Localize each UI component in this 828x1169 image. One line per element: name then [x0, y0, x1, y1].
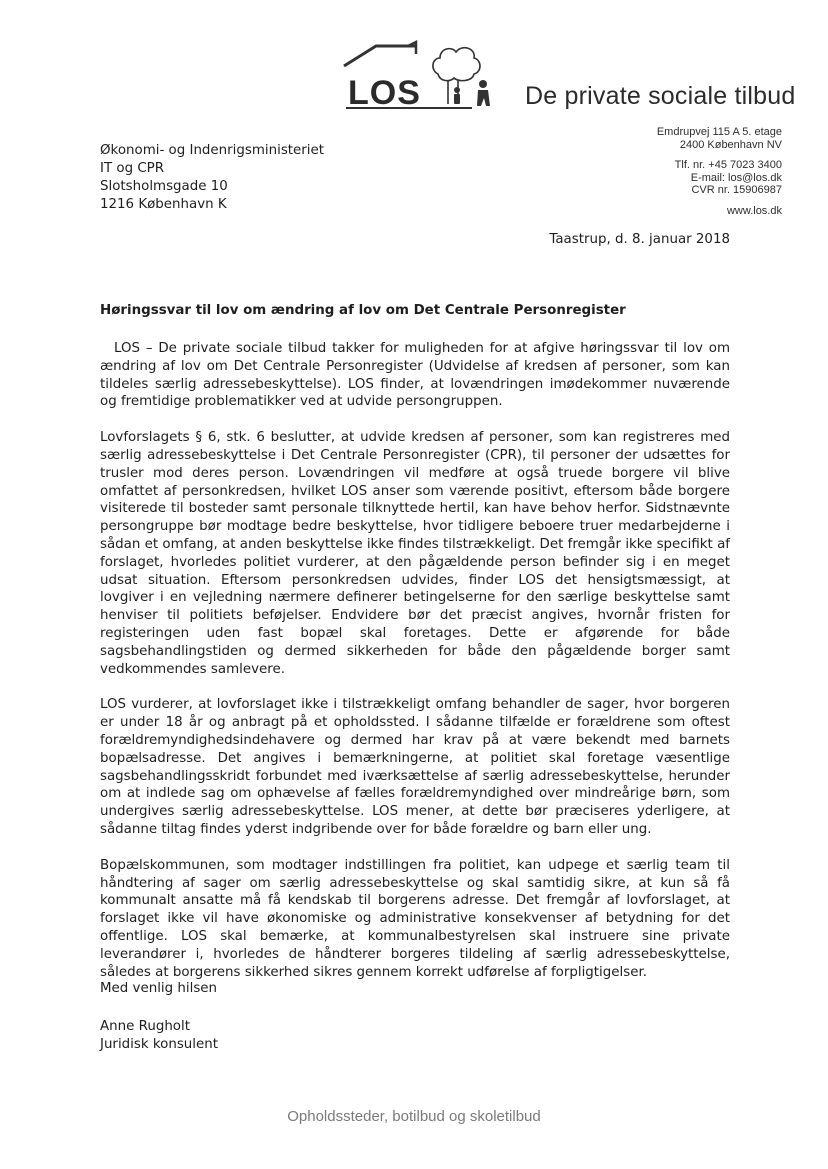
body-paragraph: Lovforslagets § 6, stk. 6 beslutter, at udvide kredsen af personer, som kan registreres med særlig adressebeskyttelse i Det Centrale Personregister (CPR), til personer der udsættes for trusler mod deres person. Lovændringen vil medføre at også truede borgere vil blive omfattet af personkredsen, hvilket LOS anser som værende positivt, eftersom både borgere visiterede til bosteder samt personale tilknyttede hertil, kan have behov herfor. Sidstnævnte persongruppe bør modtage bedre beskyttelse, hvor tidligere beboere truer medarbejderne i sådan et omfang, at anden beskyttelse ikke findes tilstrækkeligt. Det fremgår ikke specifikt af forslaget, hvorledes politiet vurderer, at den pågældende person befinder sig i en meget udsat situation. Eftersom personkredsen udvides, finder LOS det hensigtsmæssigt, at lovgiver i en vejledning nærmere definerer betingelserne for den særlige beskyttelse samt henviser til politiets beføjelser. Endvidere bør det præcist angives, hvornår fristen for registeringen uden fast bopæl skal foretages. Dette er afgørende for både sagsbehandlingstiden og dermed sikkerheden for både den pågældende borger samt vedkommendes samlevere. — [100, 430, 730, 677]
page-footer: Opholdssteder, botilbud og skoletilbud — [287, 1108, 541, 1125]
sender-cvr: CVR nr. 15906987 — [691, 184, 782, 196]
los-logo — [340, 40, 500, 114]
logo-roof — [344, 46, 416, 66]
closing-greeting: Med venlig hilsen — [100, 981, 218, 996]
sender-website: www.los.dk — [726, 204, 782, 217]
sender-contact-block — [657, 126, 782, 217]
sender-address-line: 2400 København NV — [679, 138, 782, 151]
recipient-line: 1216 København K — [100, 197, 227, 212]
recipient-line: IT og CPR — [100, 161, 165, 176]
recipient-line: Slotsholmsgade 10 — [100, 179, 228, 194]
sender-phone: Tlf. nr. +45 7023 3400 — [674, 159, 782, 171]
logo-chimney — [408, 42, 416, 54]
signatory-name: Anne Rugholt — [100, 1019, 190, 1034]
recipient-address — [100, 142, 324, 214]
recipient-line: Økonomi- og Indenrigsministeriet — [100, 143, 325, 158]
logo-text: LOS — [348, 74, 421, 112]
logo-tagline: De private sociale tilbud — [525, 82, 796, 110]
sender-email: E-mail: los@los.dk — [690, 171, 782, 184]
body-paragraph: LOS – De private sociale tilbud takker for muligheden for at afgive høringssvar til lov om ændring af lov om Det Centrale Personregister (Udvidelse af kredsen af personer, som kan tildeles særlig adressebeskyttelse). LOS finder, at lovændringen imødekommer nuværende og fremtidige problematikker ved at udvide persongruppen. — [100, 341, 730, 410]
letter-subject: Høringssvar til lov om ændring af lov om Det Centrale Personregister — [100, 303, 626, 318]
letter-date: Taastrup, d. 8. januar 2018 — [549, 232, 730, 247]
logo-figures — [454, 80, 490, 106]
sender-address-line: Emdrupvej 115 A 5. etage — [656, 126, 782, 138]
signatory-title: Juridisk konsulent — [100, 1037, 218, 1052]
body-paragraph: LOS vurderer, at lovforslaget ikke i tilstrækkeligt omfang behandler de sager, hvor borgeren er under 18 år og anbragt på et opholdssted. I sådanne tilfælde er forældrene som oftest forældremyndighedsindehavere og dermed har krav på at være bekendt med barnets bopælsadresse. Det angives i bemærkningerne, at politiet skal foretage væsentlige sagsbehandlingsskridt forbundet med iværksættelse af særlig adressebeskyttelse, herunder om at indlede sag om ophævelse af fælles forældremyndighed over mindreårige børn, som undergives særlig adressebeskyttelse. LOS mener, at dette bør præciseres yderligere, at sådanne tiltag findes yderst indgribende over for både forældre og barn eller ung. — [100, 697, 730, 837]
letter-closing — [100, 980, 218, 1054]
letter-body — [100, 340, 730, 999]
body-paragraph: Bopælskommunen, som modtager indstillingen fra politiet, kan udpege et særlig team til håndtering af sager om særlig adressebeskyttelse og skal samtidig sikre, at kun så få kommunalt ansatte må få kendskab til borgerens adresse. Det fremgår af lovforslaget, at forslaget ikke vil have økonomiske og administrative konsekvenser af betydning for det offentlige. LOS skal bemærke, at kommunalbestyrelsen skal instruere sine private leverandører i, hvorledes de håndterer borgeres tildeling af særlig adressebeskyttelse, således at borgerens sikkerhed sikres gennem korrekt udførelse af forpligtigelser. — [100, 857, 730, 980]
